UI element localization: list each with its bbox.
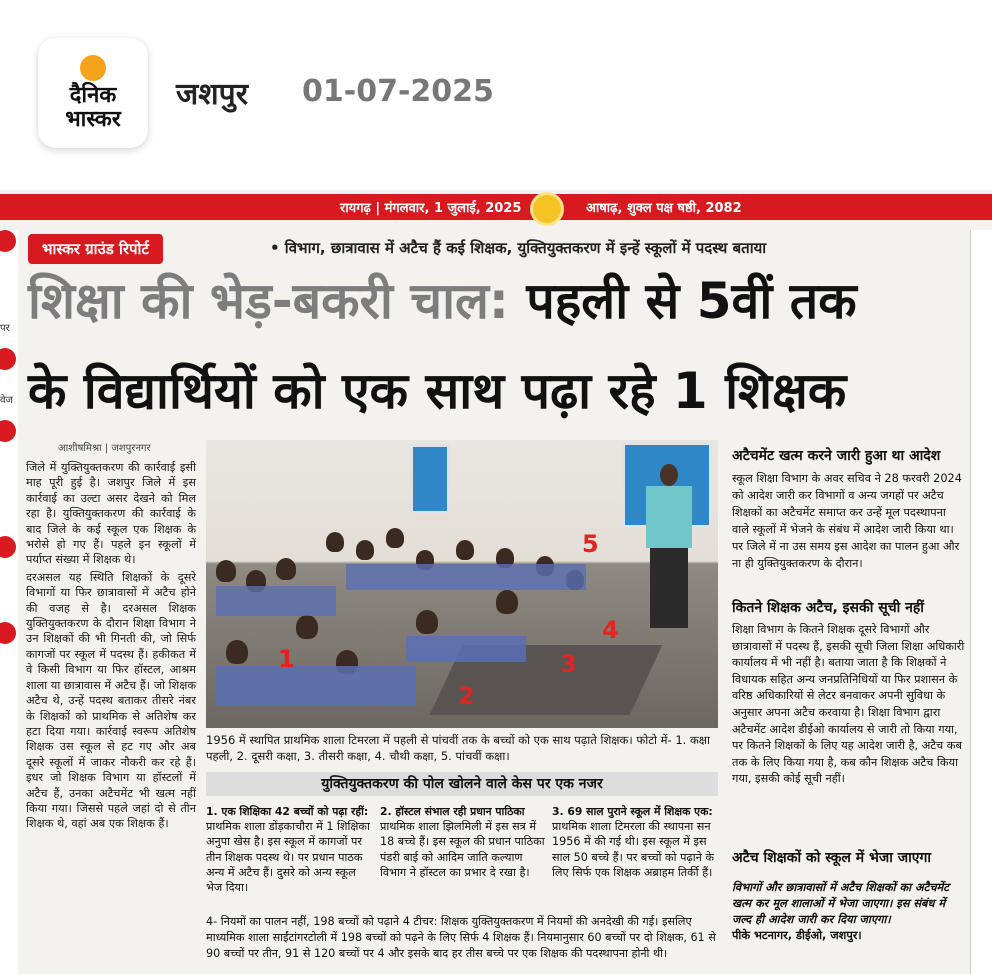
class-label: 2 bbox=[458, 682, 475, 710]
quote-text: विभागों और छात्रावासों में अटैच शिक्षकों का अटैचमेंट खत्म कर मूल शालाओं में भेजा जाएगा। इस संबंध में जल्द ही आदेश जारी कर दिया जाएगा। bbox=[732, 881, 949, 926]
case-4: 4- नियमों का पालन नहीं, 198 बच्चों को पढ़ाने 4 टीचर: शिक्षक युक्तियुक्तकरण में नियमों की अनदेखी की गई। इसलिए माध्यमिक शाला साईंटांगरटोली में 198 बच्चों को पढ़ने के लिए सिर्फ 4 शिक्षक हैं। नियमानुसार 60 बच्चों पर दो शिक्षक, 61 से 90 बच्चों पर तीन, 91 से 120 बच्चों पर 4 और इसके बाद हर तीस बच्चे पर एक शिक्षक की पदस्थापना होनी थी। bbox=[206, 915, 716, 960]
case-box bbox=[380, 804, 548, 880]
case-title: 3. 69 साल पुराने स्कूल में शिक्षक एक: bbox=[552, 805, 713, 818]
bullet-icon bbox=[0, 536, 16, 558]
logo-text-line1: दैनिक bbox=[69, 82, 117, 108]
bullet-icon bbox=[0, 420, 16, 442]
student bbox=[276, 558, 296, 580]
logo-text-line2: भास्कर bbox=[65, 106, 121, 132]
case-text: प्राथमिक शाला टिमरला की स्थापना सन 1956 में की गई थी। इस स्कूल में इस साल 50 बच्चे हैं। पर बच्चों को पढ़ाने के लिए सिर्फ एक शिक्षक अब्राहम तिर्की हैं। bbox=[552, 820, 714, 879]
adjacent-page-right bbox=[970, 230, 992, 974]
edition-date: 01-07-2025 bbox=[302, 74, 494, 109]
student bbox=[416, 610, 438, 634]
case-box bbox=[552, 804, 720, 880]
side-paragraph: शिक्षा विभाग के कितने शिक्षक दूसरे विभागों और छात्रावासों में पदस्थ हैं, इसकी सूची जिला शिक्षा अधिकारी कार्यालय में भी नहीं है। बताया जाता है कि शिक्षकों ने विधायक सहित अन्य जनप्रतिनिधियों या फिर प्रशासन के वरिष्ठ अधिकारियों से लेटर बनवाकर अपनी सुविधा के अनुसार अपना अटैच करवाया है। शिक्षा विभाग द्वारा अटैचमेंट आदेश डीईओ कार्यालय से जारी तो किया गया, पर कितने शिक्षकों के लिए यह आदेश जारी है, अटैच कब तक के लिए किया गया है, कब कौन शिक्षक अटैच किया गया, इसकी कोई सूची नहीं। bbox=[732, 623, 965, 786]
student bbox=[456, 540, 474, 560]
class-label: 3 bbox=[560, 650, 577, 678]
student bbox=[216, 560, 236, 582]
classroom-photo bbox=[206, 440, 718, 728]
date-band bbox=[0, 194, 992, 220]
bullet-icon bbox=[0, 230, 16, 252]
body-column bbox=[26, 460, 196, 832]
students-group bbox=[216, 586, 336, 616]
class-label: 5 bbox=[582, 530, 599, 558]
official-quote bbox=[732, 880, 966, 944]
student bbox=[496, 590, 518, 614]
student bbox=[326, 532, 344, 552]
headline-part2: पहली से 5वीं तक bbox=[526, 272, 857, 330]
headline-line1 bbox=[28, 272, 857, 330]
class-label: 4 bbox=[602, 616, 619, 644]
students-group bbox=[216, 666, 416, 706]
dainik-bhaskar-logo[interactable] bbox=[38, 38, 148, 148]
headline-line2: के विद्यार्थियों को एक साथ पढ़ा रहे 1 शिक्षक bbox=[28, 362, 847, 420]
quote-signature: पीके भटनागर, डीईओ, जशपुर। bbox=[732, 929, 862, 942]
adjacent-page-left bbox=[0, 230, 18, 974]
left-fragment: पर bbox=[0, 323, 10, 334]
teacher-figure bbox=[660, 464, 678, 486]
student bbox=[356, 540, 374, 560]
subheadline: • विभाग, छात्रावास में अटैच हैं कई शिक्षक, युक्तियुक्तकरण में इन्हें स्कूलों में पदस्थ बताया bbox=[270, 239, 767, 257]
body-paragraph: दरअसल यह स्थिति शिक्षकों के दूसरे विभागों या फिर छात्रावासों में अटैच होने की वजह से है। दरअसल शिक्षक युक्तियुक्तकरण के दौरान शिक्षा विभाग ने उन शिक्षकों की भी गिनती की, जो सिर्फ कागजों पर स्कूल में पदस्थ हैं। हकीकत में वे किसी विभाग या फिर हॉस्टल, आश्रम शाला या छात्रावास में अटैच हैं। जो शिक्षक अटैच थे, उन्हें पदस्थ बताकर तीसरे नंबर के शिक्षकों को प्राथमिक से अतिशेष कर हटा दिया गया। कार्रवाई स्वरूप अतिशेष शिक्षक उस स्कूल से हट गए और अब दूसरे स्कूलों में जाकर नौकरी कर रहे हैं। इधर जो शिक्षक विभाग या हॉस्टलों में अटैच हैं, उनका अटैचमेंट भी खत्म नहीं किया गया। जिससे पहले जहां दो से तीन शिक्षक थे, वहां अब एक शिक्षक हैं। bbox=[26, 570, 196, 831]
student bbox=[386, 528, 404, 548]
byline: आशीषमिश्रा | जशपुरनगर bbox=[58, 443, 151, 454]
student bbox=[226, 640, 248, 664]
newspaper-page bbox=[0, 190, 992, 974]
case-title: 2. हॉस्टल संभाल रही प्रधान पाठिका bbox=[380, 805, 525, 818]
sun-icon bbox=[80, 55, 106, 81]
teacher-figure bbox=[646, 486, 692, 548]
teacher-figure bbox=[650, 548, 688, 628]
case-box bbox=[206, 804, 374, 895]
body-paragraph: जिले में युक्तियुक्तकरण की कार्रवाई इसी माह पूरी हुई है। जशपुर जिले में इस कार्रवाई का उल्टा असर देखने को मिल रहा है। युक्तियुक्तकरण की कार्रवाई के बाद जिले के कई स्कूल एक शिक्षक के भरोसे हो गए हैं। पहले इन स्कूलों में पर्याप्त संख्या में शिक्षक थे। bbox=[26, 461, 196, 567]
band-left-text: रायगढ़ | मंगलवार, 1 जुलाई, 2025 bbox=[340, 201, 522, 216]
case-text: प्राथमिक शाला झिलमिली में इस सत्र में 18 बच्चे हैं। इस स्कूल की प्रधान पाठिका पंडरी बाई को आदिम जाति कल्याण विभाग ने हॉस्टल का प्रभार दे रखा है। bbox=[380, 820, 545, 879]
side-heading: अटैचमेंट खत्म करने जारी हुआ था आदेश bbox=[732, 448, 941, 464]
sun-icon bbox=[530, 192, 564, 226]
section-bar: युक्तियुक्तकरण की पोल खोलने वाले केस पर एक नजर bbox=[206, 772, 718, 796]
bullet-icon bbox=[0, 348, 16, 370]
side-heading: कितने शिक्षक अटैच, इसकी सूची नहीं bbox=[732, 600, 924, 616]
students-group bbox=[406, 636, 526, 662]
left-fragment: वेज bbox=[0, 395, 13, 406]
side-heading: अटैच शिक्षकों को स्कूल में भेजा जाएगा bbox=[732, 850, 932, 866]
bullet-icon bbox=[0, 622, 16, 644]
band-right-text: आषाढ़, शुक्ल पक्ष षष्ठी, 2082 bbox=[586, 201, 742, 216]
case-title: 1. एक शिक्षिका 42 बच्चों को पढ़ा रहीं: bbox=[206, 805, 369, 818]
window bbox=[410, 444, 450, 514]
student bbox=[296, 615, 318, 639]
side-paragraph: स्कूल शिक्षा विभाग के अवर सचिव ने 28 फरवरी 2024 को आदेश जारी कर विभागों व अन्य जगहों पर अटैच शिक्षकों का अटैचमेंट समाप्त कर उन्हें मूल पदस्थापना वाले स्कूलों में भेजने के संबंध में आदेश जारी किया था। पर जिले में ना उस समय इस आदेश का पालन हुआ और ना ही युक्तियुक्तकरण के दौरान। bbox=[732, 472, 962, 570]
edition-city: जशपुर bbox=[176, 77, 248, 112]
ground-report-tag: भास्कर ग्राउंड रिपोर्ट bbox=[28, 234, 163, 264]
students-group bbox=[346, 564, 586, 590]
photo-caption: 1956 में स्थापित प्राथमिक शाला टिमरला में पहली से पांचवीं तक के बच्चों को एक साथ पढ़ाते शिक्षक। फोटो में- 1. कक्षा पहली, 2. दूसरी कक्षा, 3. तीसरी कक्षा, 4. चौथी कक्षा, 5. पांचवीं कक्षा। bbox=[206, 733, 711, 763]
case-text: प्राथमिक शाला डोंड़काचौरा में 1 शिक्षिका अनुपा खेस है। इस स्कूल में कागजों पर तीन शिक्षक पदस्थ थे। पर प्रधान पाठक अन्य में अटैच हैं। दुसरे को अन्य स्कूल भेज दिया। bbox=[206, 820, 370, 895]
app-header bbox=[0, 0, 992, 190]
class-label: 1 bbox=[278, 645, 295, 673]
headline-part1: शिक्षा की भेड़-बकरी चाल: bbox=[28, 272, 509, 330]
